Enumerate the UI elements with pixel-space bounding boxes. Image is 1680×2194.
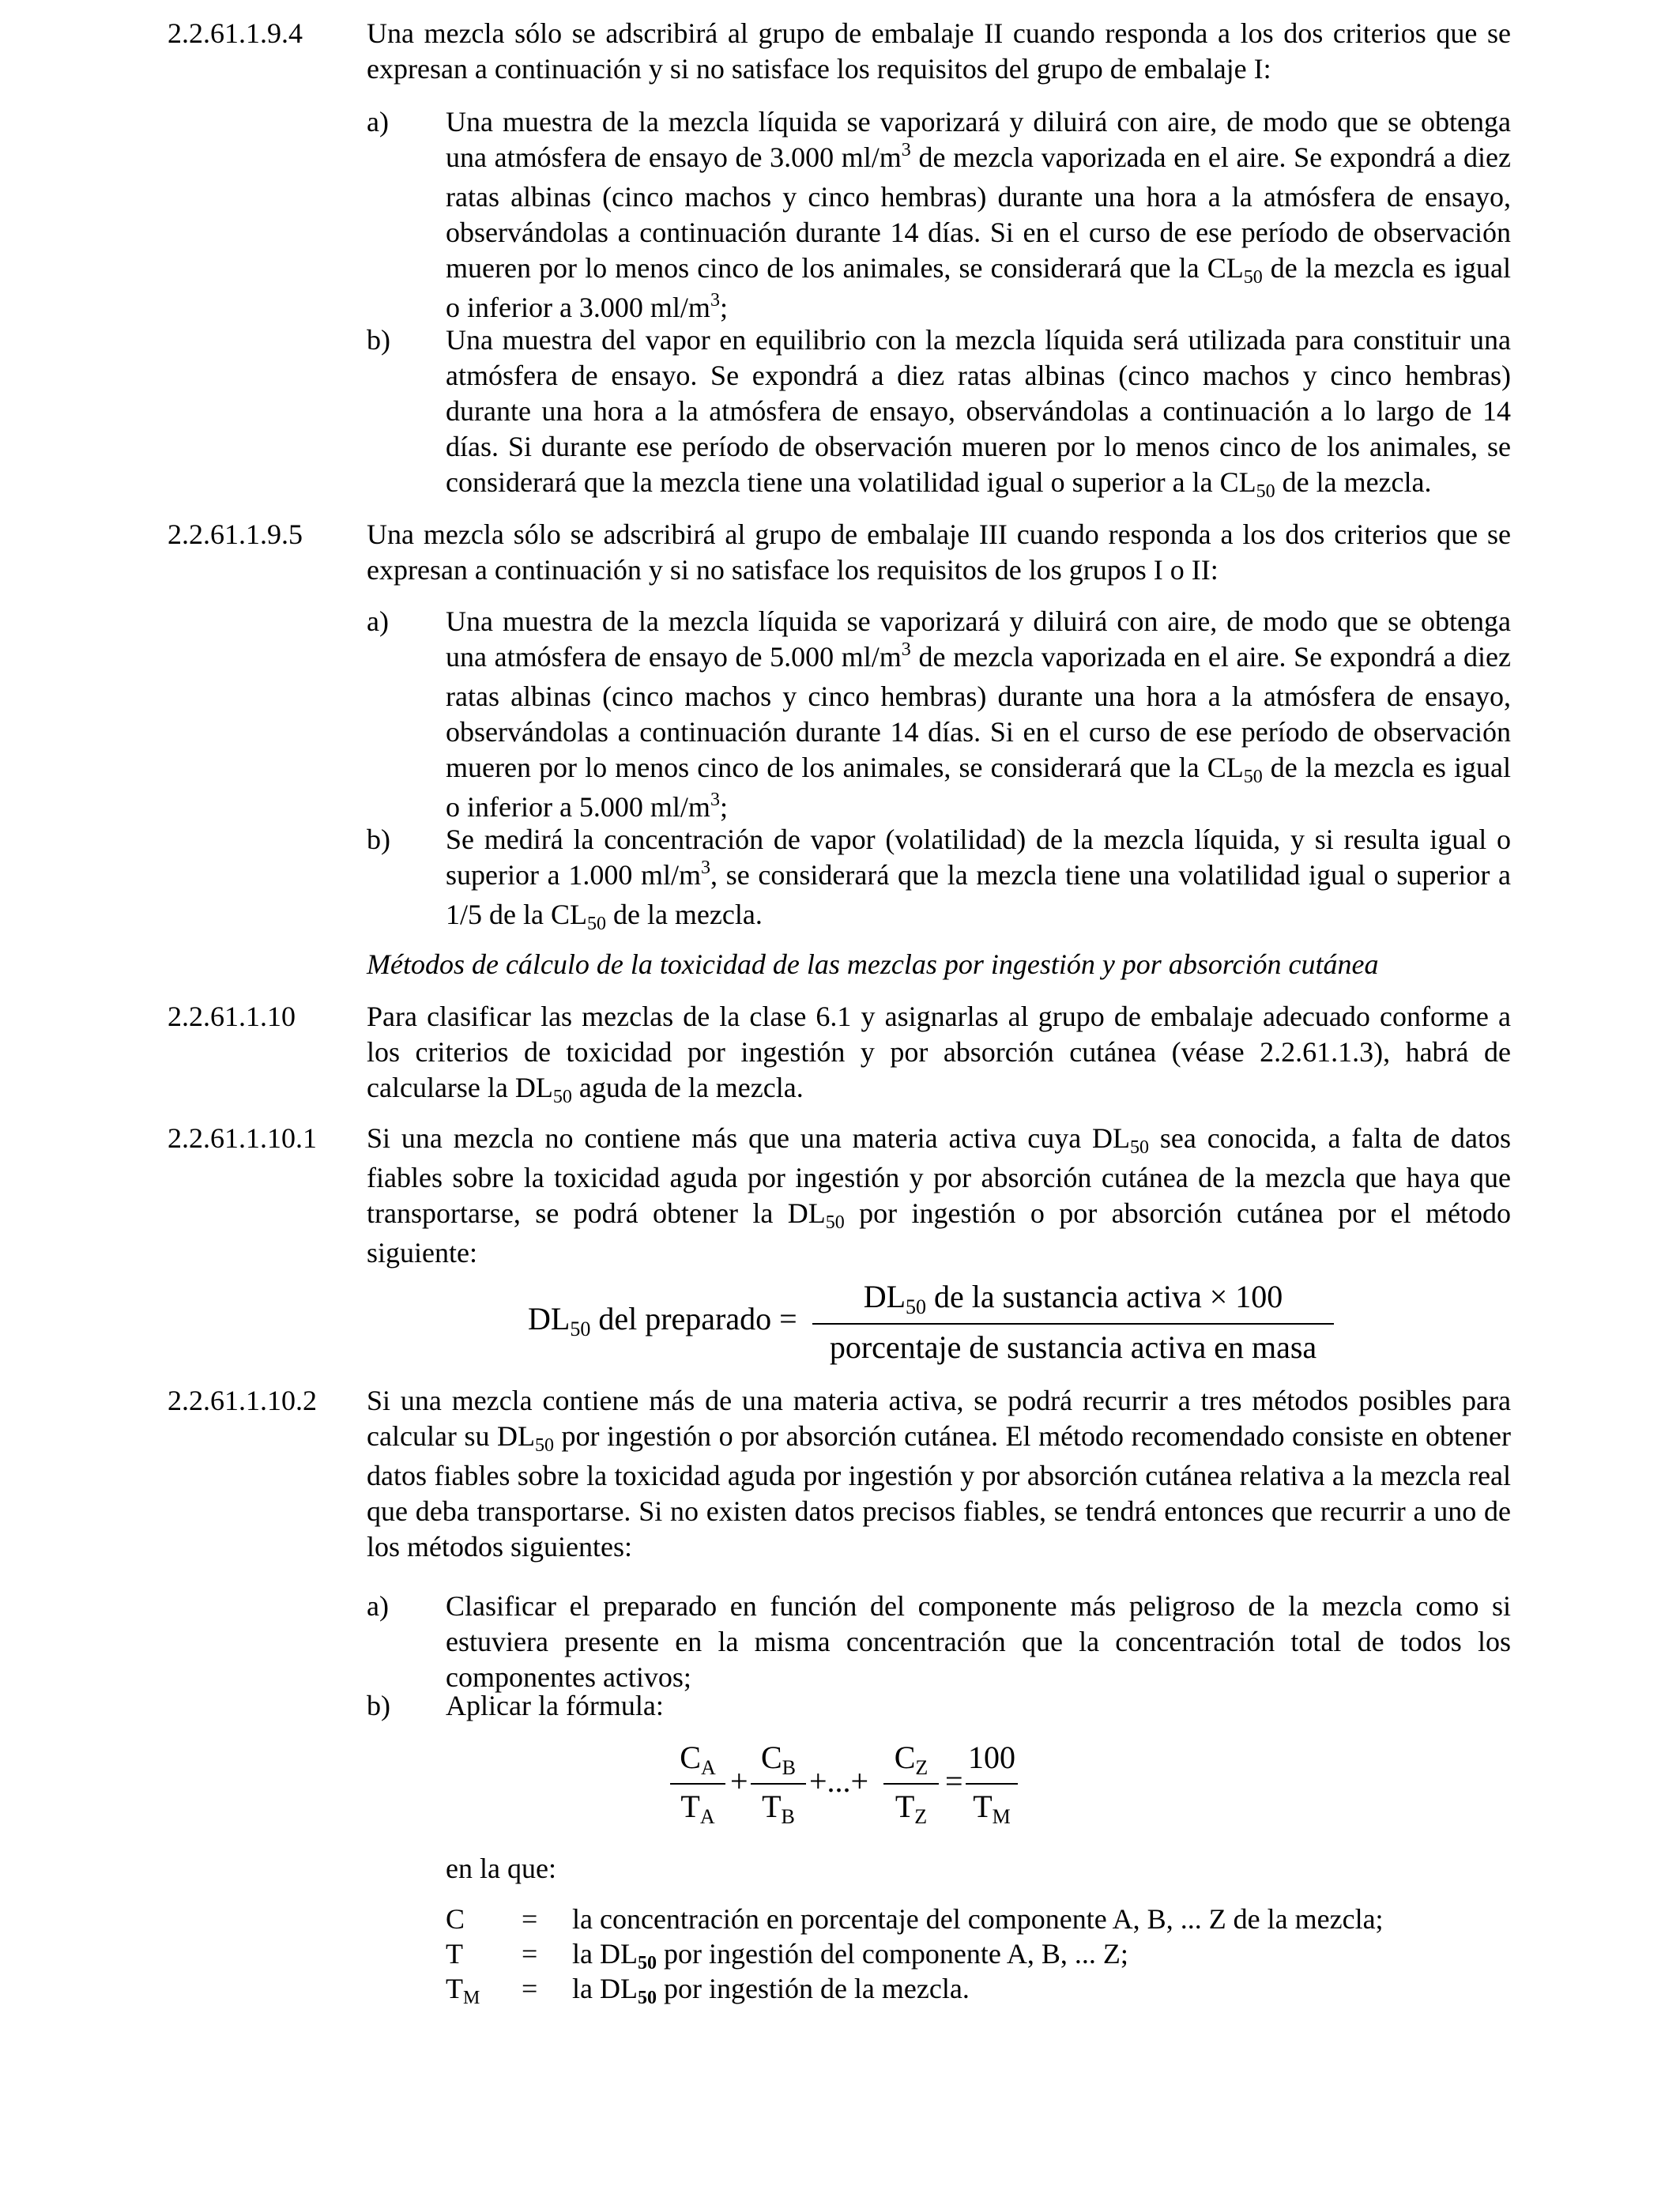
- section-text: Una mezcla sólo se adscribirá al grupo de embalaje III cuando responda a los dos criterios que se expresan a continuación y si no satisface los requisitos de los grupos I o II:: [367, 518, 1511, 586]
- item-text: Una muestra de la mezcla líquida se vaporizará y diluirá con aire, de modo que se obtenga una atmósfera de ensayo de 3.000 $ml/m^3$ de mezcla vaporizada en el aire. Se expondrá a diez ratas albinas (cinco machos y cinco hembras) durante una hora a la atmósfera de ensayo, observándolas a continuación durante 14 días. Si en el curso de ese período de observación mueren por lo menos cinco de los animales, se considerará que la $CL_{50}$ de la mezcla es igual o inferior a 3.000 $ml/m^3$;: [446, 106, 1511, 323]
- definition-text: la concentración en porcentaje del componente A, B, ... Z de la mezcla;: [572, 1903, 1384, 1935]
- item-text: Una muestra de la mezcla líquida se vaporizará y diluirá con aire, de modo que se obtenga una atmósfera de ensayo de 5.000 $ml/m^3$ de mezcla vaporizada en el aire. Se expondrá a diez ratas albinas (cinco machos y cinco hembras) durante una hora a la atmósfera de ensayo, observándolas a continuación durante 14 días. Si en el curso de ese período de observación mueren por lo menos cinco de los animales, se considerará que la $CL_{50}$ de la mezcla es igual o inferior a 5.000 $ml/m^3$;: [446, 605, 1511, 823]
- item-text: Aplicar la fórmula:: [446, 1690, 664, 1721]
- definition-symbol: T: [446, 1938, 463, 1970]
- definition-row: [446, 1902, 1511, 1937]
- formula-mixture: $C_A$ $T_A$ + $C_B$ $T_B$ +...+ $C_Z$ $T_Z$ = 100 $T_M$: [670, 1737, 1018, 1832]
- formula-dl50-preparado: [528, 1276, 1334, 1371]
- formula-denominator: porcentaje de sustancia activa en masa: [829, 1329, 1317, 1365]
- definition-symbol: C: [446, 1903, 465, 1935]
- item-text: Se medirá la concentración de vapor (volatilidad) de la mezcla líquida, y si resulta igual o superior a 1.000 $ml/m^3$, se considerará que la mezcla tiene una volatilidad igual o superior a 1/5 de la $CL_{50}$ de la mezcla.: [446, 824, 1511, 934]
- item-label: a): [367, 1590, 389, 1622]
- equals-sign: =: [522, 1938, 538, 1970]
- section-number: 2.2.61.1.9.4: [168, 17, 303, 49]
- section-text: Una mezcla sólo se adscribirá al grupo de embalaje II cuando responda a los dos criterios que se expresan a continuación y si no satisface los requisitos del grupo de embalaje I:: [367, 17, 1511, 85]
- definition-row: [446, 1971, 1511, 2007]
- section-number: 2.2.61.1.10: [168, 1001, 296, 1032]
- plus-sign: +: [730, 1763, 748, 1799]
- definition-symbol: $T_M$: [446, 1973, 480, 2008]
- item-label: b): [367, 824, 390, 855]
- section-text: Para clasificar las mezclas de la clase 6.1 y asignarlas al grupo de embalaje adecuado conforme a los criterios de toxicidad por ingestión y por absorción cutánea (véase 2.2.61.1.3), habrá de calcularse la $DL_{50}$ aguda de la mezcla.: [367, 1001, 1511, 1107]
- formula-lhs: $DL_{50}$ del preparado =: [528, 1301, 797, 1340]
- definition-text: la $DL_{50}$ por ingestión del componente A, B, ... Z;: [572, 1938, 1128, 1973]
- section-text: Si una mezcla contiene más de una materia activa, se podrá recurrir a tres métodos posibles para calcular su $DL_{50}$ por ingestión o por absorción cutánea. El método recomendado consiste en obtener datos fiables sobre la toxicidad aguda por ingestión y por absorción cutánea relativa a la mezcla real que deba transportarse. Si no existen datos precisos fiables, se tendrá entonces que recurrir a uno de los métodos siguientes:: [367, 1385, 1512, 1563]
- item-label: b): [367, 324, 390, 356]
- section-number: 2.2.61.1.10.2: [168, 1385, 317, 1416]
- section-number: 2.2.61.1.9.5: [168, 518, 303, 550]
- section-number: 2.2.61.1.10.1: [168, 1122, 317, 1154]
- section-text: Si una mezcla no contiene más que una materia activa cuya $DL_{50}$ sea conocida, a falta de datos fiables sobre la toxicidad aguda por ingestión y por absorción cutánea de la mezcla que haya que transportarse, se podrá obtener la $DL_{50}$ por ingestión o por absorción cutánea por el método siguiente:: [367, 1122, 1512, 1269]
- item-label: a): [367, 106, 389, 138]
- subheading: Métodos de cálculo de la toxicidad de las mezclas por ingestión y por absorción cutánea: [367, 948, 1379, 980]
- definition-text: la $DL_{50}$ por ingestión de la mezcla.: [572, 1973, 970, 2008]
- equals-sign: =: [522, 1973, 538, 2004]
- item-text: Clasificar el preparado en función del componente más peligroso de la mezcla como si estuviera presente en la misma concentración que la concentración total de todos los componentes activos;: [446, 1590, 1511, 1693]
- formula-numerator: $DL_{50}$ de la sustancia activa × 100: [863, 1279, 1283, 1318]
- fraction-bar: [812, 1323, 1334, 1325]
- plus-ellipsis: +...+: [809, 1763, 869, 1799]
- document-page: 2.2.61.1.9.4 Una mezcla sólo se adscribirá al grupo de embalaje II cuando responda a los dos criterios que se expresan a continuación y si no satisface los requisitos del grupo de embalaje I: a) Una muestra de la mezcla líquida se vaporizará y diluirá con aire, de modo que se obtenga una atmósfera de ensayo de 3.000 $ml/m^3$ de mezcla vaporizada en el aire. Se expondrá a diez ratas albinas (cinco machos y cinco hembras) durante una hora a la atmósfera de ensayo, observándolas a continuación durante 14 días. Si en el curso de ese período de observación mueren por lo menos cinco de los animales, se considerará que la $CL_{50}$ de la mezcla es igual o inferior a 3.000 $ml/m^3$; b) Una muestra del vapor en equilibrio con la mezcla líquida será utilizada para constituir una atmósfera de ensayo. Se expondrá a diez ratas albinas (cinco machos y cinco hembras) durante una hora a la atmósfera de ensayo, observándolas a continuación a lo largo de 14 días. Si durante ese período de observación mueren por lo menos cinco de los animales, se considerará que la mezcla tiene una volatilidad igual o superior a la $CL_{50}$ de la mezcla. 2.2.61.1.9.5 Una mezcla sólo se adscribirá al grupo de embalaje III cuando responda a los dos criterios que se expresan a continuación y si no satisface los requisitos de los grupos I o II: a) Una muestra de la mezcla líquida se vaporizará y diluirá con aire, de modo que se obtenga una atmósfera de ensayo de 5.000 $ml/m^3$ de mezcla vaporizada en el aire. Se expondrá a diez ratas albinas (cinco machos y cinco hembras) durante una hora a la atmósfera de ensayo, observándolas a continuación durante 14 días. Si en el curso de ese período de observación mueren por lo menos cinco de los animales, se considerará que la $CL_{50}$ de la mezcla es igual o inferior a 5.000 $ml/m^3$; b) Se medirá la concentración de vapor (volatilidad) de la mezcla líquida, y si resulta igual o superior a 1.000 $ml/m^3$, se considerará que la mezcla tiene una volatilidad igual o superior a 1/5 de la $CL_{50}$ de la mezcla. Métodos de cálculo de la toxicidad de las mezclas por ingestión y por absorción cutánea 2.2.61.1.10 Para clasificar las mezclas de la clase 6.1 y asignarlas al grupo de embalaje adecuado conforme a los criterios de toxicidad por ingestión y por absorción cutánea (véase 2.2.61.1.3), habrá de calcularse la $DL_{50}$ aguda de la mezcla. 2.2.61.1.10.1 Si una mezcla no contiene más que una materia activa cuya $DL_{50}$ sea conocida, a falta de datos fiables sobre la toxicidad aguda por ingestión y por absorción cutánea de la mezcla que haya que transportarse, se podrá obtener la $DL_{50}$ por ingestión o por absorción cutánea por el método siguiente: $DL_{50}$ del preparado = $DL_{50}$ de la sustancia activa × 100 porcentaje de sustancia activa en masa 2.2.61.1.10.2 Si una mezcla contiene más de una materia activa, se podrá recurrir a tres métodos posibles para calcular su $DL_{50}$ por ingestión o por absorción cutánea. El método recomendado consiste en obtener datos fiables sobre la toxicidad aguda por ingestión y por absorción cutánea relativa a la mezcla real que deba transportarse. Si no existen datos precisos fiables, se tendrá entonces que recurrir a uno de los métodos siguientes: a) Clasificar el preparado en función del componente más peligroso de la mezcla como si estuviera presente en la misma concentración que la concentración total de todos los componentes activos; b) Aplicar la fórmula: $C_A$ $T_A$ + $C_B$ $T_B$ +...+ $C_Z$ $T_Z$ = 100 $T_M$ en la que: C = la concentración en porcentaje del componente A, B, ... Z de la mezcla; T = la $DL_{50}$ por ingestión del componente A, B, ... Z; $T_M$ = la $DL_{50}$ por ingestión de la mezcla.: [0, 0, 1680, 2194]
- equals-sign: =: [522, 1903, 538, 1935]
- definition-row: [446, 1936, 1511, 1972]
- item-label: b): [367, 1690, 390, 1721]
- equals-sign: =: [945, 1763, 963, 1799]
- item-text: Una muestra del vapor en equilibrio con la mezcla líquida será utilizada para constituir una atmósfera de ensayo. Se expondrá a diez ratas albinas (cinco machos y cinco hembras) durante una hora a la atmósfera de ensayo, observándolas a continuación a lo largo de 14 días. Si durante ese período de observación mueren por lo menos cinco de los animales, se considerará que la mezcla tiene una volatilidad igual o superior a la $CL_{50}$ de la mezcla.: [446, 324, 1511, 502]
- item-label: a): [367, 605, 389, 637]
